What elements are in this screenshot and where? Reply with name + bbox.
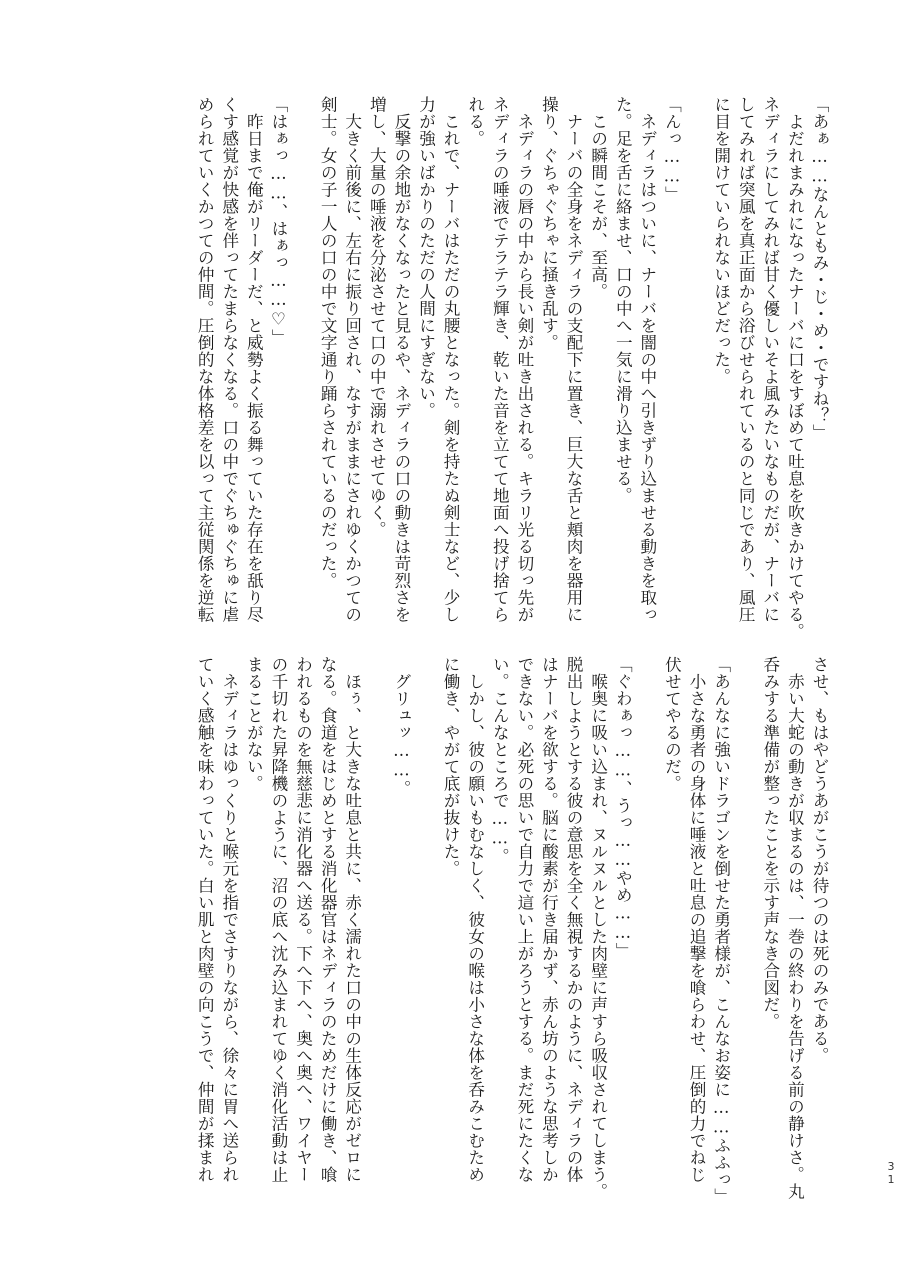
text-line: 「はぁっ……、はぁっ……♡」: [268, 96, 288, 346]
blank-line: [683, 96, 708, 652]
text-line: 赤い大蛇の動きが収まるのは、一巻の終わりを告げる前の静けさ。丸: [785, 656, 805, 1200]
upper-text-block: [125, 96, 831, 652]
text-line: ほぅ、と大きな吐息と共に、赤く濡れた口の中の生体反応がゼロに: [342, 656, 362, 1183]
text-line: 小さな勇者の身体に唾液と吐息の追撃を喰らわせ、圧倒的力でねじ: [687, 656, 707, 1183]
text-line: 力が強いばかりのただの人間にすぎない。: [416, 96, 436, 419]
text-line: させ、もはやどうあがこうが待つのは死のみである。: [810, 656, 829, 1064]
text-line: ネディラはゆっくりと喉元を指でさすりながら、徐々に胃へ送られ: [219, 656, 239, 1183]
text-line: できない。必死の思いで自力で這い上がろうとする。まだ死にたくな: [514, 656, 534, 1183]
page-number: [885, 1160, 897, 1186]
text-line: まることがない。: [244, 656, 264, 792]
text-line: 剣士。女の子一人の口の中で文字通り踊らされているのだった。: [318, 96, 338, 589]
text-line: た。足を舌に絡ませ、口の中へ一気に滑り込ませる。: [613, 96, 633, 504]
blank-line: [413, 656, 438, 1216]
blank-line: [634, 656, 659, 1216]
text-line: ていく感触を味わっていた。白い肌と肉壁の向こうで、仲間が揉まれ: [195, 656, 215, 1183]
text-line: この瞬間こそが、至高。: [588, 96, 608, 300]
text-line: してみれば突風を真正面から浴びせられているのと同じであり、風圧: [736, 96, 756, 623]
text-line: グリュッ……。: [391, 656, 411, 797]
text-line: ナーバの全身をネディラの支配下に置き、巨大な舌と頬肉を器用に: [564, 96, 584, 623]
text-line: 伏せてやるのだ。: [662, 656, 682, 792]
text-line: しかし、彼の願いもむなしく、彼女の喉は小さな体を呑みこむため: [465, 656, 485, 1183]
text-line: に目を開けていられないほどだった。: [711, 96, 731, 385]
text-line: の千切れた昇降機のように、沼の底へ沈み込まれてゆく消化活動は止: [268, 656, 288, 1183]
text-line: 「あぁ……なんともみ・じ・め・ですね？」: [810, 96, 829, 441]
text-line: 喉奥に吸い込まれ、ヌルヌルとした肉壁に声すら吸収されてしまう。: [588, 656, 608, 1200]
text-line: 反撃の余地がなくなったと見るや、ネディラの口の動きは苛烈さを: [391, 96, 411, 623]
page-number-digit: 1: [887, 1173, 895, 1186]
text-line: に働き、やがて底が抜けた。: [441, 656, 461, 877]
text-line: よだれまみれになったナーバに口をすぼめて吐息を吹きかけてやる。: [785, 96, 805, 640]
text-line: 「あんなに強いドラゴンを倒せた勇者様が、こんなお姿に……ふふっ」: [711, 656, 731, 1205]
text-line: ネディラの唇の中から長い剣が吐き出される。キラリ光る切っ先が: [514, 96, 534, 623]
text-line: ネディラの唾液でテラテラ輝き、乾いた音を立てて地面へ投げ捨てら: [490, 96, 510, 623]
text-line: 大きく前後に、左右に振り回され、なすがままにされゆくかつての: [342, 96, 362, 623]
text-line: ネディラはついに、ナーバを闇の中へ引きずり込ませる動きを取っ: [637, 96, 657, 623]
text-line: 「んっ……」: [662, 96, 682, 203]
text-line: 脱出しようとする彼の意思を全く無視するかのように、ネディラの体: [564, 656, 584, 1183]
text-line: 操り、ぐちゃぐちゃに掻き乱す。: [539, 96, 559, 351]
text-line: 呑みする準備が整ったことを示す声なき合図だ。: [760, 656, 780, 1030]
text-line: なる。食道をはじめとする消化器官はネディラのためだけに働き、喰: [318, 656, 338, 1183]
lower-text-block: [125, 656, 831, 1216]
blank-line: [290, 96, 315, 652]
text-line: い。こんなところで……。: [490, 656, 510, 865]
text-line: くす感覚が快感を伴ってたまらなくなる。口の中でぐちゅぐちゅに虐: [219, 96, 239, 623]
blank-line: [733, 656, 758, 1216]
text-line: 「ぐわぁっ……、うっ……やめ……」: [613, 656, 633, 960]
text-line: 昨日まで俺がリーダーだ、と威勢よく振る舞っていた存在を舐り尽: [244, 96, 264, 623]
text-line: われるものを無慈悲に消化器へ送る。下へ下へ、奥へ奥へ、ワイヤー: [293, 656, 313, 1183]
text-line: はナーバを欲する。脳に酸素が行き届かず、赤ん坊のような思考しか: [539, 656, 559, 1183]
blank-line: [364, 656, 389, 1216]
text-line: 増し、大量の唾液を分泌させて口の中で溺れさせてゆく。: [367, 96, 387, 538]
page-number-digit: 3: [887, 1160, 895, 1173]
text-line: められていくかつての仲間。圧倒的な体格差を以って主従関係を逆転: [195, 96, 215, 623]
text-line: これで、ナーバはただの丸腰となった。剣を持たぬ剣士など、少し: [441, 96, 461, 623]
text-line: ネディラにしてみれば甘く優しいそよ風みたいなものだが、ナーバに: [760, 96, 780, 623]
text-line: れる。: [465, 96, 485, 147]
